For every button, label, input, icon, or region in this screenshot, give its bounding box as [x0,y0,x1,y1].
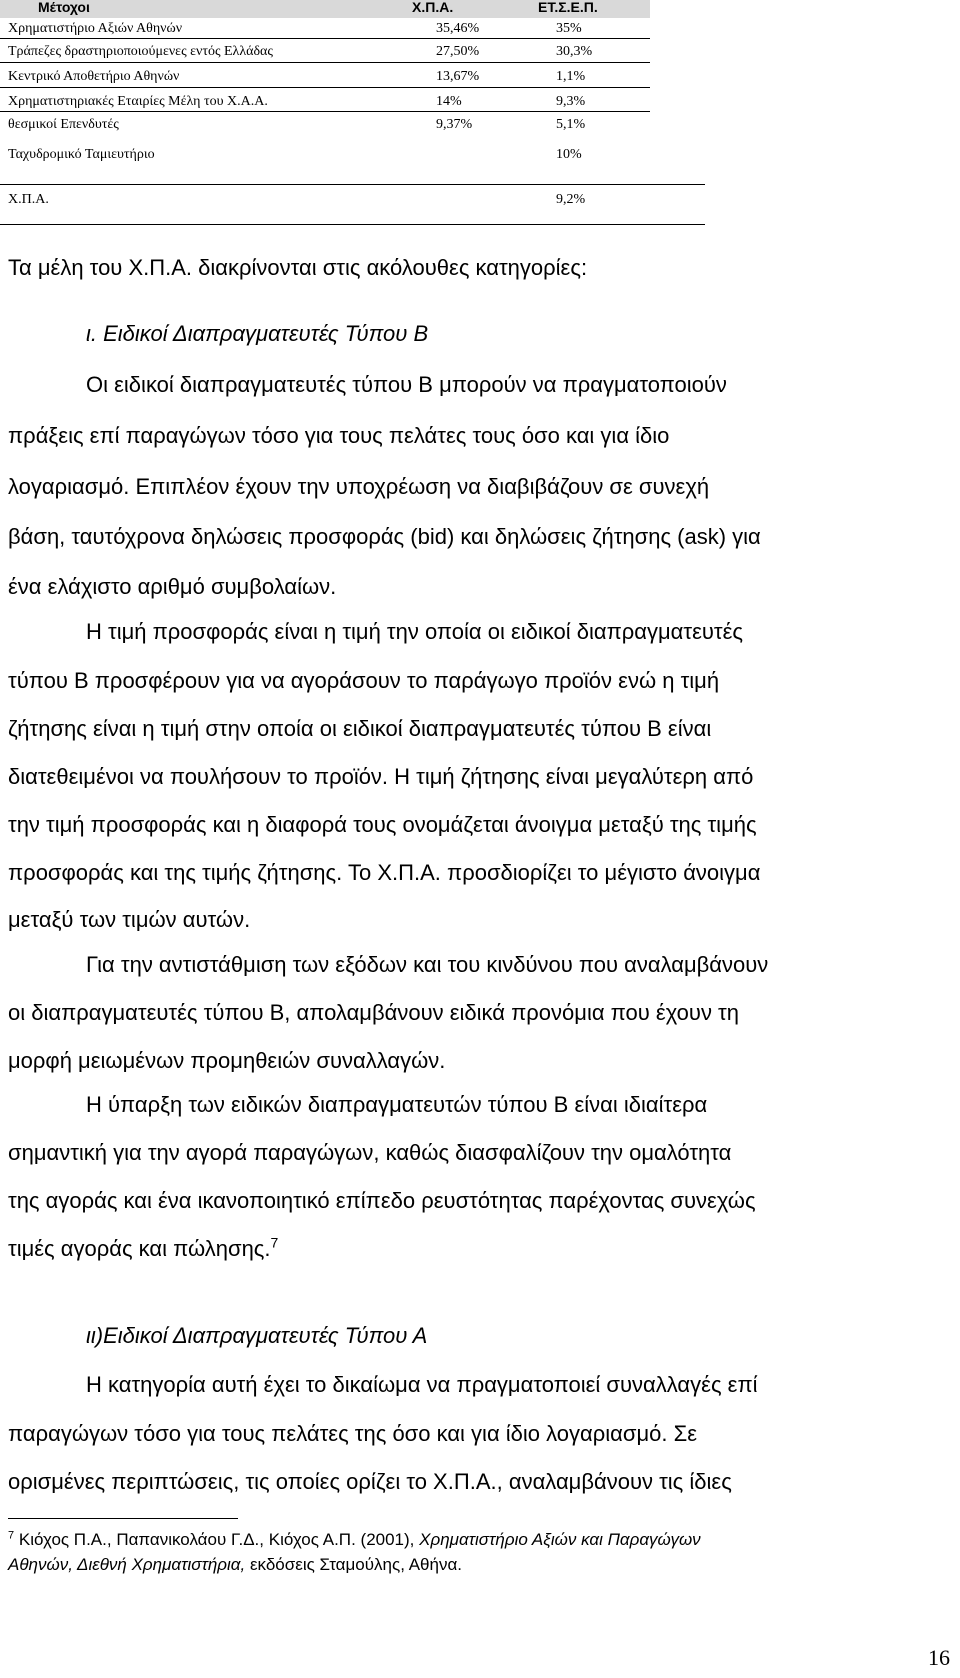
cell-xpa: 27,50% [436,44,480,59]
cell-shareholder: Τράπεζες δραστηριοποιούμενες εντός Ελλάδας [8,44,273,59]
header-xpa: Χ.Π.Α. [412,0,454,15]
cell-xpa: 35,46% [436,21,480,36]
paragraph-line: Η τιμή προσφοράς είναι η τιμή την οποία οι ειδικοί διαπραγματευτές [86,619,744,644]
cell-shareholder: Ταχυδρομικό Ταμιευτήριο [8,147,155,162]
paragraph-line: μεταξύ των τιμών αυτών. [8,907,251,932]
cell-xpa: 14% [436,94,462,109]
cell-shareholder: Χ.Π.Α. [8,192,49,207]
table-divider [0,38,650,39]
footnote-separator [8,1518,238,1519]
paragraph-line: διατεθειμένοι να πουλήσουν το προϊόν. Η τιμή ζήτησης είναι μεγαλύτερη από [8,764,754,789]
cell-xpa: 9,37% [436,117,473,132]
paragraph-line: σημαντική για την αγορά παραγώγων, καθώς διασφαλίζουν την ομαλότητα [8,1140,732,1165]
footnote-title-continued: Αθηνών, Διεθνή Χρηματιστήρια, [8,1555,250,1574]
paragraph-line: την τιμή προσφοράς και η διαφορά τους ονομάζεται άνοιγμα μεταξύ της τιμής [8,812,757,837]
header-shareholders: Μέτοχοι [38,0,90,15]
table-header [0,0,650,18]
paragraph-line: οι διαπραγματευτές τύπου Β, απολαμβάνουν ειδικά προνόμια που έχουν τη [8,1000,739,1025]
cell-etsep: 30,3% [556,44,593,59]
footnote-title: Χρηματιστήριο Αξιών και Παραγώγων [419,1530,701,1549]
cell-etsep: 35% [556,21,582,36]
paragraph-line: βάση, ταυτόχρονα δηλώσεις προσφοράς (bid) και δηλώσεις ζήτησης (ask) για [8,524,761,549]
cell-shareholder: Κεντρικό Αποθετήριο Αθηνών [8,69,180,84]
paragraph-line: μορφή μειωμένων προμηθειών συναλλαγών. [8,1048,446,1073]
paragraph-line: λογαριασμό. Επιπλέον έχουν την υποχρέωση να διαβιβάζουν σε συνεχή [8,474,710,499]
table-divider [0,184,705,185]
footnote-line [8,1555,462,1575]
paragraph-line: ζήτησης είναι η τιμή στην οποία οι ειδικοί διαπραγματευτές τύπου Β είναι [8,716,712,741]
cell-etsep: 9,3% [556,94,586,109]
footnote-line [8,1530,701,1550]
intro-line: Τα μέλη του Χ.Π.Α. διακρίνονται στις ακόλουθες κατηγορίες: [8,255,588,280]
cell-shareholder: Χρηματιστηριακές Εταιρίες Μέλη του Χ.Α.Α. [8,94,268,109]
paragraph-line: Η ύπαρξη των ειδικών διαπραγματευτών τύπου Β είναι ιδιαίτερα [86,1092,708,1117]
footnote-number: 7 [8,1529,15,1542]
table-bottom-rule [0,224,705,225]
cell-etsep: 9,2% [556,192,586,207]
footnote-publisher: εκδόσεις Σταμούλης, Αθήνα. [249,1555,463,1574]
paragraph-line: Η κατηγορία αυτή έχει το δικαίωμα να πραγματοποιεί συναλλαγές επί [86,1372,758,1397]
paragraph-line: Οι ειδικοί διαπραγματευτές τύπου Β μπορούν να πραγματοποιούν [86,372,727,397]
paragraph-line: παραγώγων τόσο για τους πελάτες της όσο και για ίδιο λογαριασμό. Σε [8,1421,698,1446]
cell-shareholder: θεσμικοί Επενδυτές [8,117,119,132]
paragraph-line: πράξεις επί παραγώγων τόσο για τους πελάτες τους όσο και για ίδιο [8,423,670,448]
table-divider [0,87,650,88]
cell-xpa: 13,67% [436,69,480,84]
paragraph-line: τιμές αγοράς και πώλησης.$^7$ [8,1234,279,1261]
paragraph-line: ένα ελάχιστο αριθμό συμβολαίων. [8,574,337,599]
cell-etsep: 5,1% [556,117,586,132]
paragraph-line: προσφοράς και της τιμής ζήτησης. Το Χ.Π.Α. προσδιορίζει το μέγιστο άνοιγμα [8,860,761,885]
header-etsep: ΕΤ.Σ.Ε.Π. [538,0,598,15]
cell-shareholder: Χρηματιστήριο Αξιών Αθηνών [8,21,183,36]
table-divider [0,62,650,63]
cell-etsep: 10% [556,147,582,162]
paragraph-line: ορισμένες περιπτώσεις, τις οποίες ορίζει το Χ.Π.Α., αναλαμβάνουν τις ίδιες [8,1469,732,1494]
page-number: 16 [928,1645,950,1670]
cell-etsep: 1,1% [556,69,586,84]
paragraph-line: της αγοράς και ένα ικανοποιητικό επίπεδο ρευστότητας παρέχοντας συνεχώς [8,1188,756,1213]
paragraph-line: τύπου Β προσφέρουν για να αγοράσουν το παράγωγο προϊόν ενώ η τιμή [8,668,720,693]
section-heading-type-b: ι. Ειδικοί Διαπραγματευτές Τύπου Β [86,321,429,346]
paragraph-line: Για την αντιστάθμιση των εξόδων και του κινδύνου που αναλαμβάνουν [86,952,769,977]
table-divider [0,111,650,112]
footnote-ref: 7 [270,1234,279,1251]
footnote-authors: Κιόχος Π.Α., Παπανικολάου Γ.Δ., Κιόχος Α.Π. (2001), [18,1530,415,1549]
section-heading-type-a: ιι)Ειδικοί Διαπραγματευτές Τύπου Α [86,1323,428,1348]
